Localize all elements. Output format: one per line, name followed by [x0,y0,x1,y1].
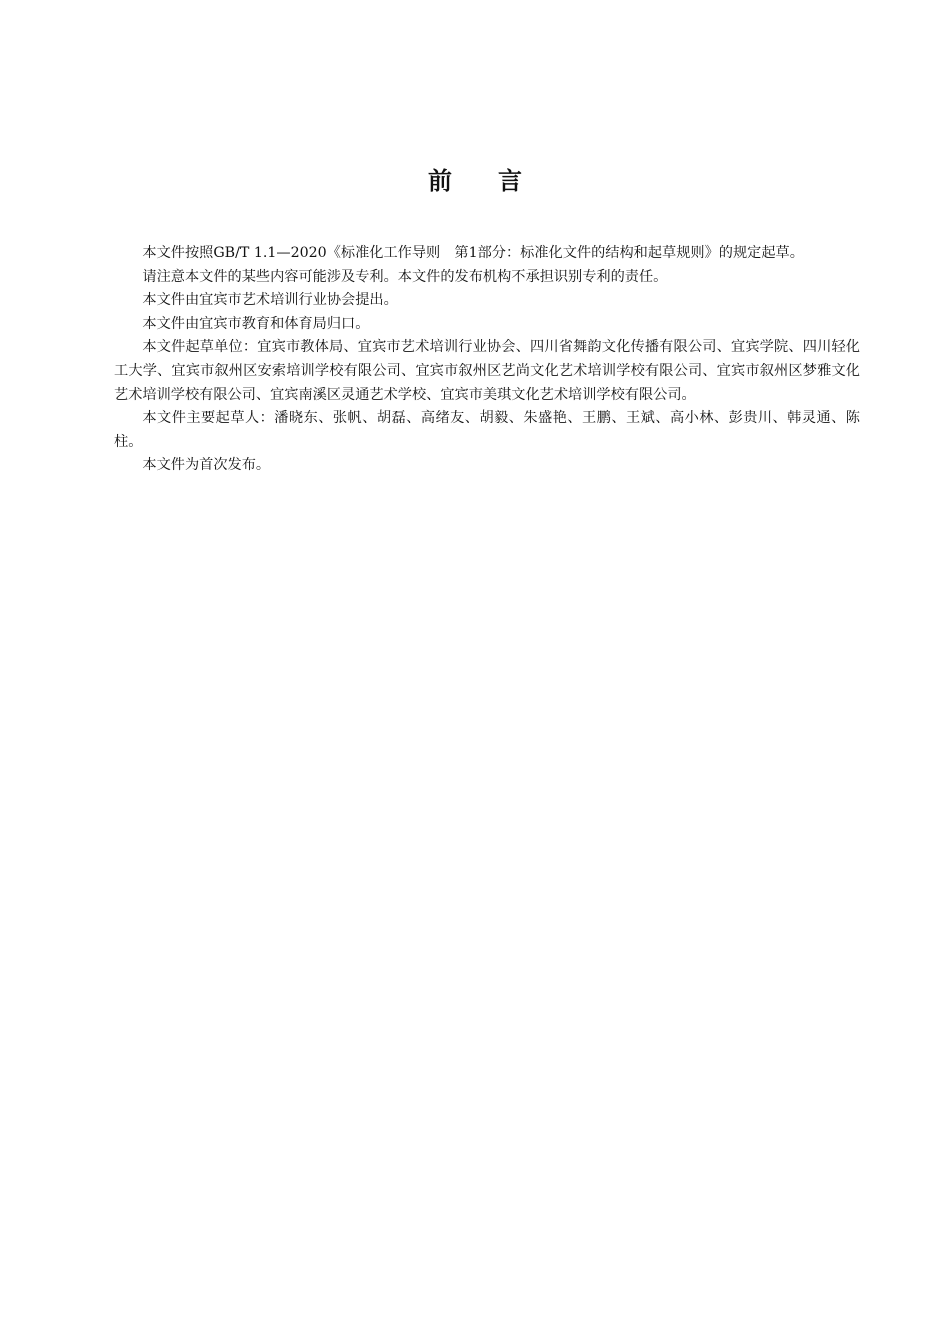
paragraph-administrator: 本文件由宜宾市教育和体育局归口。 [142,315,370,332]
paragraph-proposer: 本文件由宜宾市艺术培训行业协会提出。 [142,292,398,309]
paragraph-drafting-rules: 本文件按照GB/T 1.1—2020《标准化工作导则 第1部分：标准化文件的结构和起草规则》的规定起草。 [142,245,804,261]
paragraph-drafting-units: 本文件起草单位：宜宾市教体局、宜宾市艺术培训行业协会、四川省舞韵文化传播有限公司、宜宾学院、四川轻化工大学、宜宾市叙州区安索培训学校有限公司、宜宾市叙州区艺尚文化艺术培训学校有限公司、宜宾市叙州区梦雅文化艺术培训学校有限公司、宜宾南溪区灵通艺术学校、宜宾市美琪文化艺术培训学校有限公司。 [114,339,860,403]
paragraph-patent-notice: 请注意本文件的某些内容可能涉及专利。本文件的发布机构不承担识别专利的责任。 [142,268,668,285]
page-title: 前言 [428,167,568,195]
paragraph-first-release: 本文件为首次发布。 [142,457,271,474]
document-body [114,242,860,478]
paragraph-drafters: 本文件主要起草人：潘晓东、张帆、胡磊、高绪友、胡毅、朱盛艳、王鹏、王斌、高小林、彭贵川、韩灵通、陈柱。 [114,410,860,450]
